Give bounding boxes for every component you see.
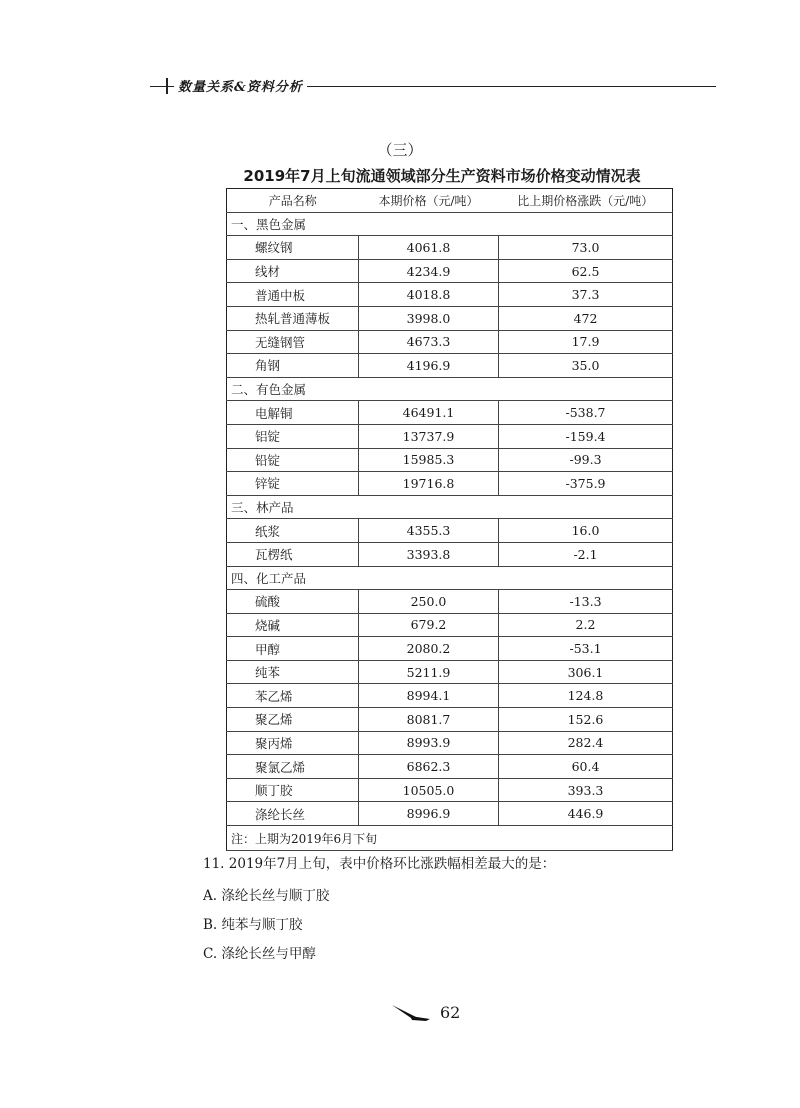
table-row [227,613,673,637]
product-name: 硫酸 [227,590,359,614]
price-change: 124.8 [499,684,673,708]
table-row [227,448,673,472]
table-row [227,472,673,496]
current-price: 250.0 [359,590,499,614]
table-row [227,354,673,378]
current-price: 5211.9 [359,660,499,684]
product-name: 铅锭 [227,448,359,472]
current-price: 19716.8 [359,472,499,496]
table-row [227,684,673,708]
product-name: 烧碱 [227,613,359,637]
table-row [227,401,673,425]
table-row [227,542,673,566]
option-a: A. 涤纶长丝与顺丁胶 [203,888,330,904]
header-rule-left [150,86,166,87]
page-number: 62 [440,1003,461,1022]
product-name: 甲醇 [227,637,359,661]
product-name: 锌锭 [227,472,359,496]
table-note: 注：上期为2019年6月下旬 [227,826,673,851]
current-price: 4673.3 [359,330,499,354]
product-name: 电解铜 [227,401,359,425]
price-change: 16.0 [499,519,673,543]
current-price: 8994.1 [359,684,499,708]
price-change: 393.3 [499,778,673,802]
price-change: 2.2 [499,613,673,637]
current-price: 15985.3 [359,448,499,472]
current-price: 3998.0 [359,306,499,330]
price-change: -159.4 [499,424,673,448]
product-name: 线材 [227,259,359,283]
price-change: 472 [499,306,673,330]
current-price: 4234.9 [359,259,499,283]
table-body [227,212,673,825]
question-stem: 11. 2019年7月上旬，表中价格环比涨跌幅相差最大的是： [203,856,556,872]
column-header-change: 比上期价格涨跌（元/吨） [499,189,673,213]
category-row [227,495,673,519]
table-row [227,755,673,779]
price-change: 282.4 [499,731,673,755]
option-c: C. 涤纶长丝与甲醇 [203,946,316,962]
current-price: 10505.0 [359,778,499,802]
current-price: 4196.9 [359,354,499,378]
category-label: 四、化工产品 [227,566,673,590]
price-change: 73.0 [499,236,673,260]
table-row [227,590,673,614]
table-row [227,236,673,260]
product-name: 聚乙烯 [227,708,359,732]
table-row [227,259,673,283]
product-name: 聚氯乙烯 [227,755,359,779]
price-change: 446.9 [499,802,673,826]
price-change: 62.5 [499,259,673,283]
table-row [227,519,673,543]
table-row [227,424,673,448]
product-name: 苯乙烯 [227,684,359,708]
product-name: 无缝钢管 [227,330,359,354]
category-label: 二、有色金属 [227,377,673,401]
price-change: -375.9 [499,472,673,496]
price-change: -538.7 [499,401,673,425]
price-change: 17.9 [499,330,673,354]
current-price: 4018.8 [359,283,499,307]
current-price: 4061.8 [359,236,499,260]
current-price: 13737.9 [359,424,499,448]
price-change: 60.4 [499,755,673,779]
price-change: 306.1 [499,660,673,684]
table-row [227,660,673,684]
product-name: 涤纶长丝 [227,802,359,826]
product-name: 铝锭 [227,424,359,448]
category-row [227,212,673,236]
product-name: 热轧普通薄板 [227,306,359,330]
current-price: 8996.9 [359,802,499,826]
price-change: -53.1 [499,637,673,661]
table-row [227,802,673,826]
product-name: 聚丙烯 [227,731,359,755]
header-title: 数量关系&资料分析 [174,76,307,95]
category-label: 三、林产品 [227,495,673,519]
table-row [227,637,673,661]
column-header-price: 本期价格（元/吨） [359,189,499,213]
table-row [227,330,673,354]
price-change: -13.3 [499,590,673,614]
product-name: 角钢 [227,354,359,378]
price-change: 152.6 [499,708,673,732]
table-row [227,306,673,330]
table-header-row [227,189,673,213]
table-note-row [227,826,673,851]
current-price: 679.2 [359,613,499,637]
price-change: -2.1 [499,542,673,566]
table-row [227,731,673,755]
product-name: 顺丁胶 [227,778,359,802]
section-label: （三） [377,141,423,159]
current-price: 3393.8 [359,542,499,566]
quill-icon [390,1002,434,1026]
price-change: 37.3 [499,283,673,307]
product-name: 瓦楞纸 [227,542,359,566]
price-change: -99.3 [499,448,673,472]
current-price: 6862.3 [359,755,499,779]
current-price: 2080.2 [359,637,499,661]
price-table [226,188,673,851]
price-change: 35.0 [499,354,673,378]
column-header-name: 产品名称 [227,189,359,213]
product-name: 螺纹钢 [227,236,359,260]
option-b: B. 纯苯与顺丁胶 [203,917,303,933]
product-name: 纸浆 [227,519,359,543]
table-row [227,283,673,307]
current-price: 8993.9 [359,731,499,755]
product-name: 普通中板 [227,283,359,307]
current-price: 4355.3 [359,519,499,543]
category-row [227,377,673,401]
category-row [227,566,673,590]
product-name: 纯苯 [227,660,359,684]
table-title: 2019年7月上旬流通领域部分生产资料市场价格变动情况表 [243,167,641,185]
table-row [227,778,673,802]
current-price: 8081.7 [359,708,499,732]
current-price: 46491.1 [359,401,499,425]
category-label: 一、黑色金属 [227,212,673,236]
table-row [227,708,673,732]
